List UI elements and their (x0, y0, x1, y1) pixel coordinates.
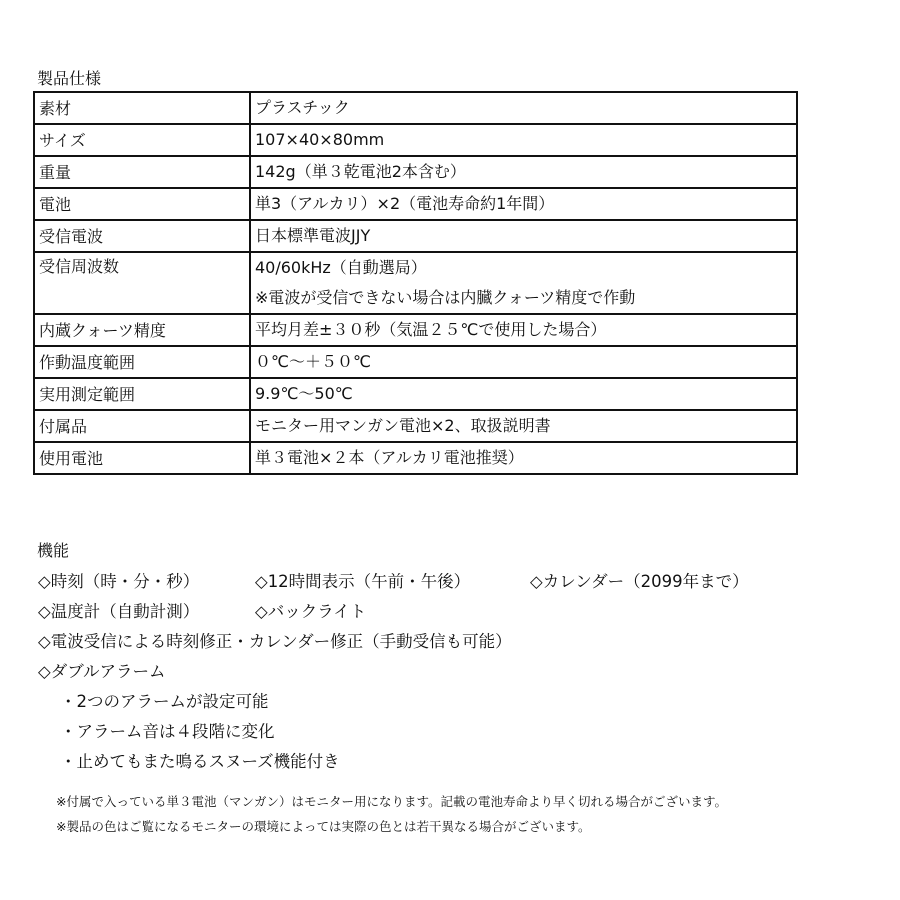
note: ※製品の色はご覧になるモニターの環境によっては実際の色とは若干異なる場合がございます。 (56, 819, 591, 834)
spec-row (34, 378, 797, 410)
features-title: 機能 (37, 541, 70, 560)
spec-value-line: プラスチック (255, 98, 350, 117)
spec-label: 重量 (34, 156, 250, 188)
spec-value-line: 9.9℃～50℃ (255, 384, 353, 403)
spec-value (250, 410, 797, 442)
spec-row (34, 314, 797, 346)
spec-label: 使用電池 (34, 442, 250, 474)
spec-label: 受信電波 (34, 220, 250, 252)
spec-value (250, 220, 797, 252)
feature-thermometer: ◇温度計（自動計測） (38, 602, 200, 621)
spec-row (34, 124, 797, 156)
spec-value (250, 188, 797, 220)
feature-backlight: ◇バックライト (255, 602, 367, 621)
spec-value-line: 平均月差±３０秒（気温２５℃で使用した場合） (255, 320, 607, 339)
spec-row (34, 220, 797, 252)
spec-value (250, 442, 797, 474)
spec-value (250, 378, 797, 410)
spec-row (34, 188, 797, 220)
spec-label: 内蔵クォーツ精度 (34, 314, 250, 346)
alarm-sub-item: ・2つのアラームが設定可能 (60, 692, 269, 711)
spec-label: 実用測定範囲 (34, 378, 250, 410)
alarm-sub-item: ・止めてもまた鳴るスヌーズ機能付き (60, 752, 340, 771)
note: ※付属で入っている単３電池（マンガン）はモニター用になります。記載の電池寿命より早く切れる場合がございます。 (56, 794, 727, 809)
spec-value-line: 107×40×80mm (255, 130, 385, 149)
spec-value-line: ※電波が受信できない場合は内臓クォーツ精度で作動 (255, 288, 636, 307)
spec-label: 素材 (34, 92, 250, 124)
spec-row (34, 156, 797, 188)
spec-row (34, 442, 797, 474)
spec-row (34, 346, 797, 378)
spec-title: 製品仕様 (37, 69, 102, 88)
spec-row (34, 410, 797, 442)
spec-row (34, 252, 797, 314)
spec-value (250, 156, 797, 188)
spec-label: サイズ (34, 124, 250, 156)
spec-value-line: 単3（アルカリ）×2（電池寿命約1年間） (255, 194, 555, 213)
spec-value (250, 124, 797, 156)
spec-row (34, 92, 797, 124)
spec-value-line: 142g（単３乾電池2本含む） (255, 162, 466, 181)
spec-value-line: 日本標準電波JJY (255, 226, 371, 245)
spec-label: 作動温度範囲 (34, 346, 250, 378)
spec-value (250, 346, 797, 378)
spec-value-line: 単３電池×２本（アルカリ電池推奨） (255, 448, 524, 467)
spec-value-line: モニター用マンガン電池×2、取扱説明書 (255, 416, 551, 435)
feature-calendar: ◇カレンダー（2099年まで） (530, 572, 749, 591)
spec-value-line: ０℃～＋５０℃ (255, 352, 371, 371)
spec-value-line: 40/60kHz（自動選局） (255, 258, 427, 277)
spec-label: 付属品 (34, 410, 250, 442)
feature-double-alarm: ◇ダブルアラーム (38, 662, 166, 681)
spec-label: 電池 (34, 188, 250, 220)
spec-value (250, 314, 797, 346)
alarm-sub-item: ・アラーム音は４段階に変化 (60, 722, 275, 741)
spec-value (250, 92, 797, 124)
feature-12h: ◇12時間表示（午前・午後） (255, 572, 471, 591)
spec-label: 受信周波数 (34, 252, 250, 314)
feature-radio-sync: ◇電波受信による時刻修正・カレンダー修正（手動受信も可能） (38, 632, 512, 651)
feature-clock: ◇時刻（時・分・秒） (38, 572, 200, 591)
spec-value (250, 252, 797, 314)
spec-table (33, 91, 798, 475)
